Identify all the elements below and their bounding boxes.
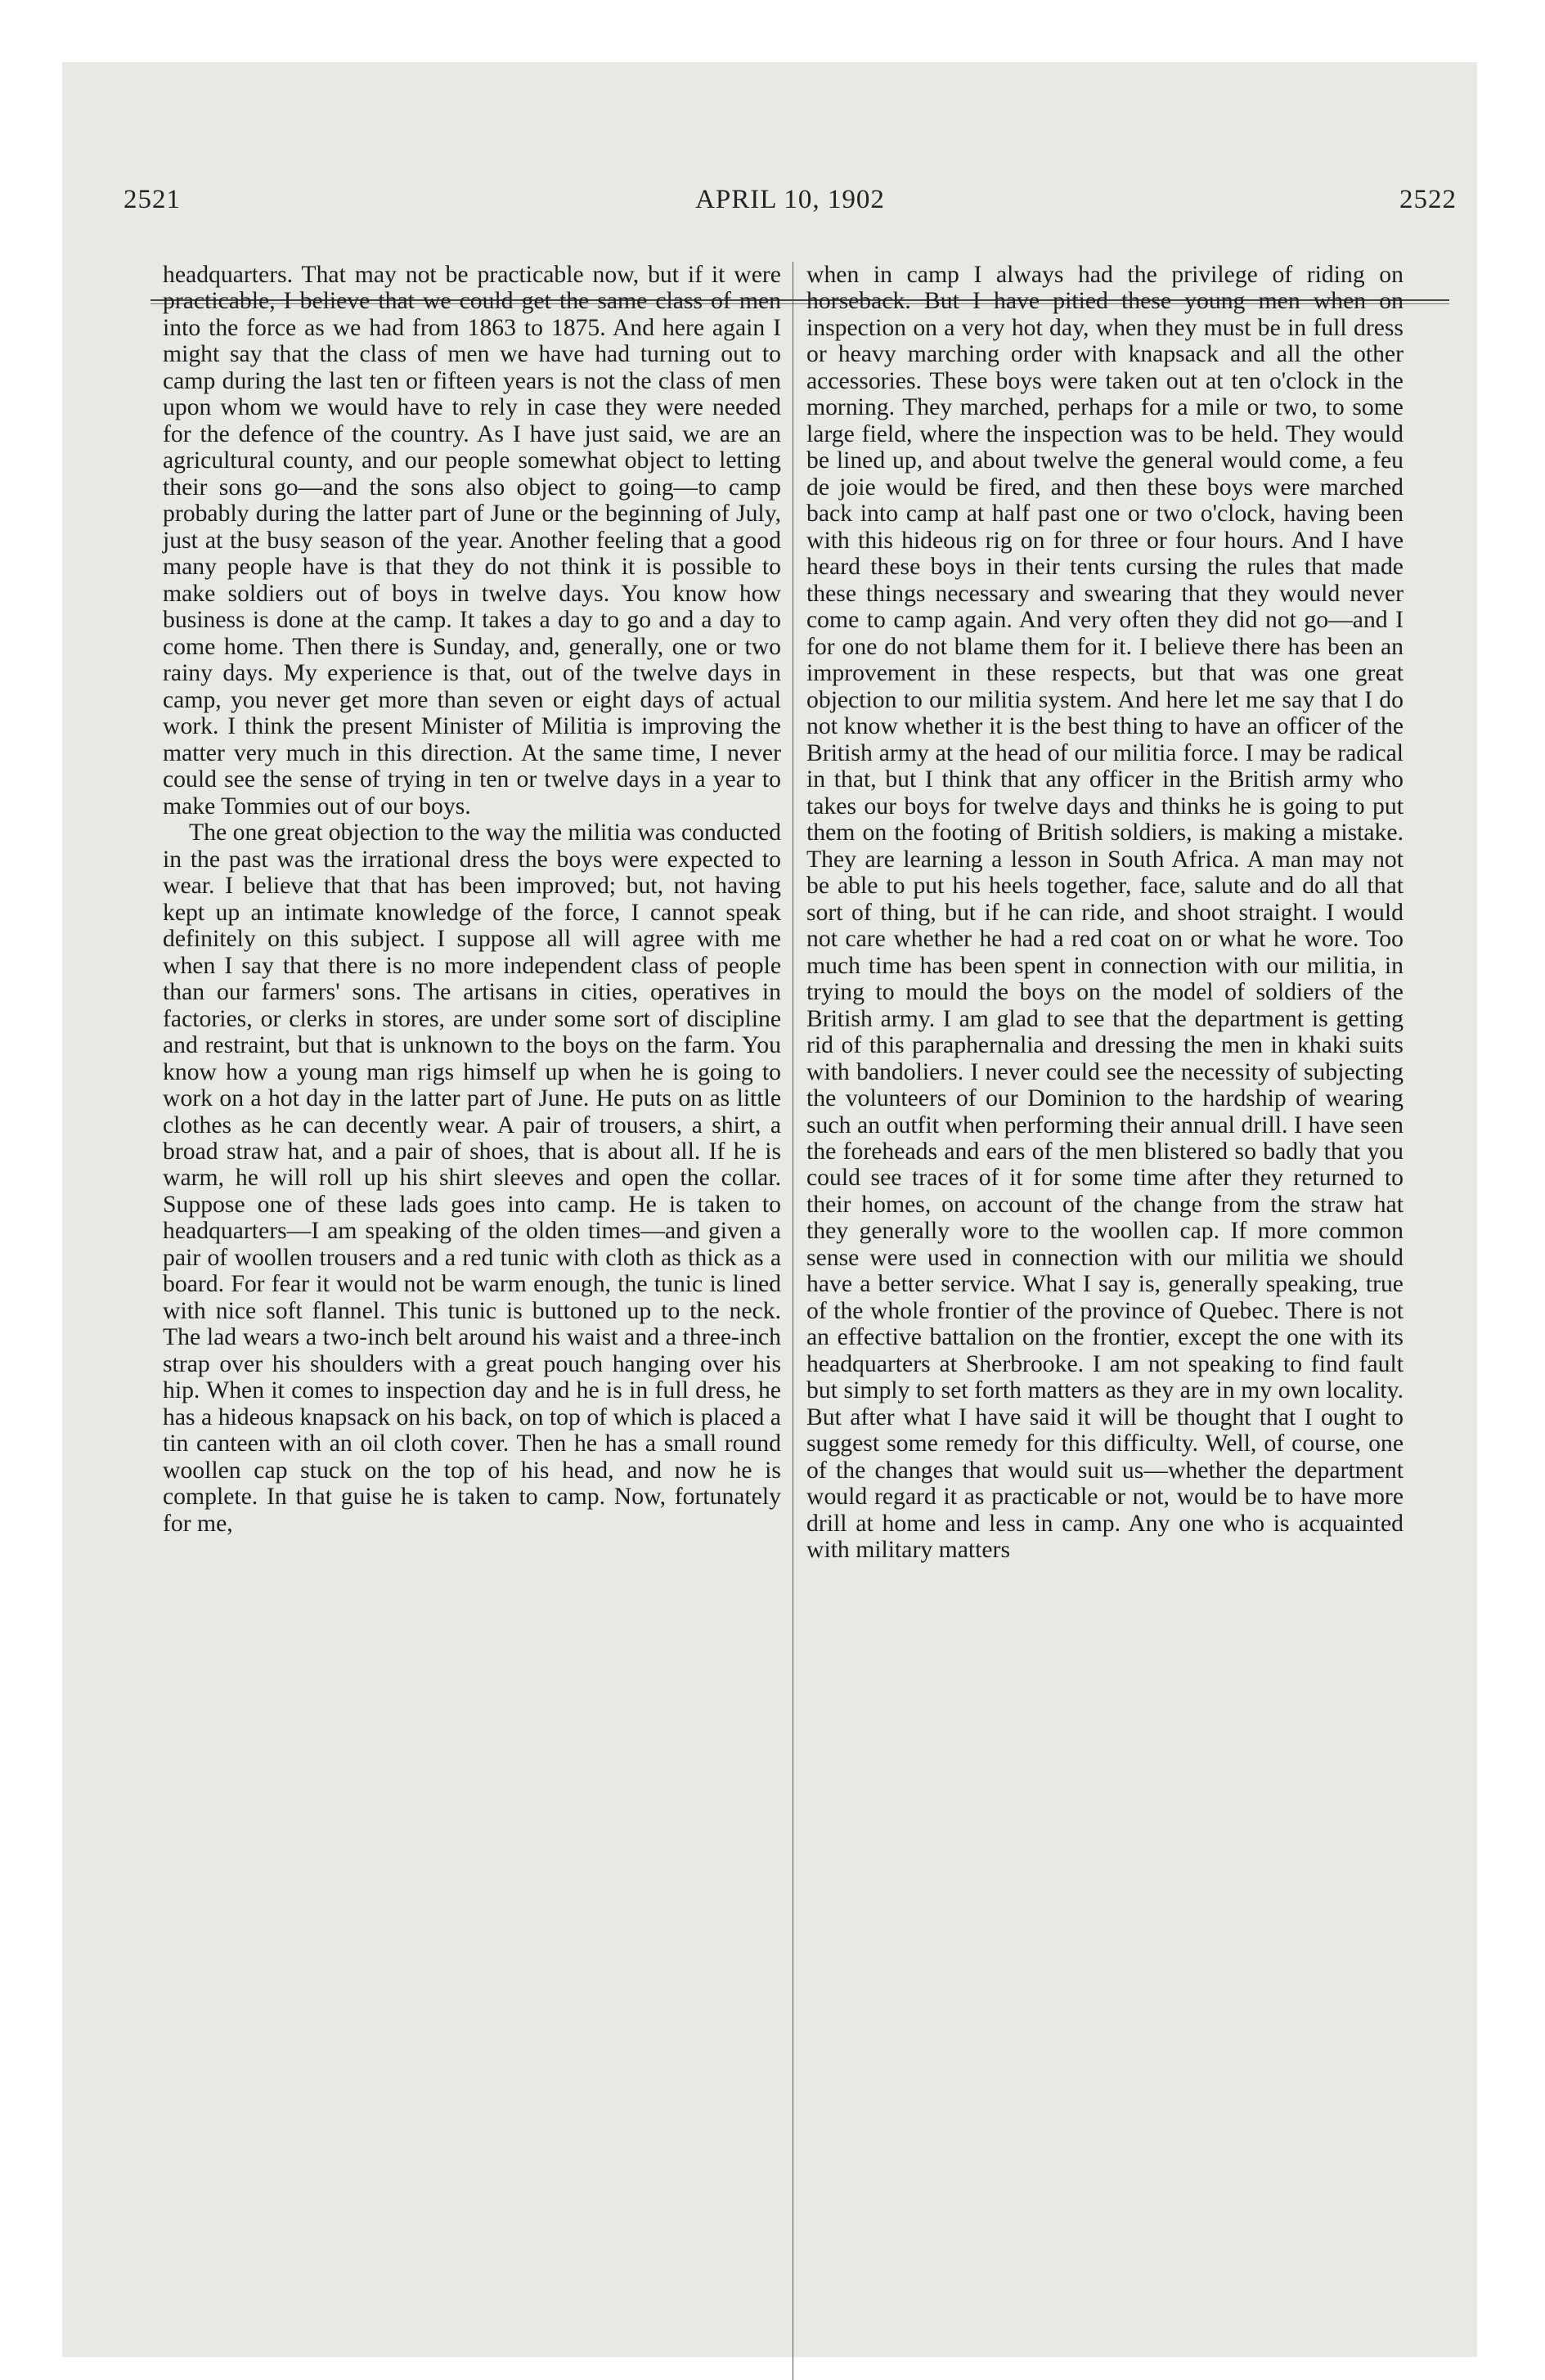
- right-column: [806, 262, 1404, 1564]
- page-number-right: 2522: [1399, 185, 1457, 214]
- page-date: APRIL 10, 1902: [695, 185, 885, 214]
- left-paragraph-1: headquarters. That may not be practicable now, but if it were practicable, I believe that we could get the same class of men into the force as we had from 1863 to 1875. And here again I might say that the class of men we have had turning out to camp during the last ten or fifteen years is not the class of men upon whom we would have to rely in case they were needed for the defence of the country. As I have just said, we are an agricultural county, and our people somewhat object to letting their sons go—and the sons also object to going—to camp probably during the latter part of June or the beginning of July, just at the busy season of the year. Another feeling that a good many people have is that they do not think it is possible to make soldiers out of boys in twelve days. You know how business is done at the camp. It takes a day to go and a day to come home. Then there is Sunday, and, generally, one or two rainy days. My experience is that, out of the twelve days in camp, you never get more than seven or eight days of actual work. I think the present Minister of Militia is improving the matter very much in this direction. At the same time, I never could see the sense of trying in ten or twelve days in a year to make Tommies out of our boys.: [163, 262, 781, 820]
- left-paragraph-2: The one great objection to the way the militia was conducted in the past was the irrational dress the boys were expected to wear. I believe that that has been improved; but, not having kept up an intimate knowledge of the force, I cannot speak definitely on this subject. I suppose all will agree with me when I say that there is no more independent class of people than our farmers' sons. The artisans in cities, operatives in factories, or clerks in stores, are under some sort of discipline and restraint, but that is unknown to the boys on the farm. You know how a young man rigs himself up when he is going to work on a hot day in the latter part of June. He puts on as little clothes as he can decently wear. A pair of trousers, a shirt, a broad straw hat, and a pair of shoes, that is about all. If he is warm, he will roll up his shirt sleeves and open the collar. Suppose one of these lads goes into camp. He is taken to headquarters—I am speaking of the olden times—and given a pair of woollen trousers and a red tunic with cloth as thick as a board. For fear it would not be warm enough, the tunic is lined with nice soft flannel. This tunic is buttoned up to the neck. The lad wears a two-inch belt around his waist and a three-inch strap over his shoulders with a great pouch hanging over his hip. When it comes to inspection day and he is in full dress, he has a hideous knapsack on his back, on top of which is placed a tin canteen with an oil cloth cover. Then he has a small round woollen cap stuck on the top of his head, and now he is complete. In that guise he is taken to camp. Now, fortunately for me,: [163, 820, 781, 1537]
- page-header: [124, 185, 1457, 234]
- page-number-left: 2521: [124, 185, 181, 214]
- left-column: [163, 262, 781, 1537]
- right-paragraph-1: when in camp I always had the privilege of riding on horseback. But I have pitied these young men when on inspection on a very hot day, when they must be in full dress or heavy marching order with knapsack and all the other accessories. These boys were taken out at ten o'clock in the morning. They marched, perhaps for a mile or two, to some large field, where the inspection was to be held. They would be lined up, and about twelve the general would come, a feu de joie would be fired, and then these boys were marched back into camp at half past one or two o'clock, having been with this hideous rig on for three or four hours. And I have heard these boys in their tents cursing the rules that made these things necessary and swearing that they would never come to camp again. And very often they did not go—and I for one do not blame them for it. I believe there has been an improvement in these respects, but that was one great objection to our militia system. And here let me say that I do not know whether it is the best thing to have an officer of the British army at the head of our militia force. I may be radical in that, but I think that any officer in the British army who takes our boys for twelve days and thinks he is going to put them on the footing of British soldiers, is making a mistake. They are learning a lesson in South Africa. A man may not be able to put his heels together, face, salute and do all that sort of thing, but if he can ride, and shoot straight. I would not care whether he had a red coat on or what he wore. Too much time has been spent in connection with our militia, in trying to mould the boys on the model of soldiers of the British army. I am glad to see that the department is getting rid of this paraphernalia and dressing the men in khaki suits with bandoliers. I never could see the necessity of subjecting the volunteers of our Dominion to the hardship of wearing such an outfit when performing their annual drill. I have seen the foreheads and ears of the men blistered so badly that you could see traces of it for some time after they returned to their homes, on account of the change from the straw hat they generally wore to the woollen cap. If more common sense were used in connection with our militia we should have a better service. What I say is, generally speaking, true of the whole frontier of the province of Quebec. There is not an effective battalion on the frontier, except the one with its headquarters at Sherbrooke. I am not speaking to find fault but simply to set forth matters as they are in my own locality. But after what I have said it will be thought that I ought to suggest some remedy for this difficulty. Well, of course, one of the changes that would suit us—whether the department would regard it as practicable or not, would be to have more drill at home and less in camp. Any one who is acquainted with military matters: [806, 262, 1404, 1564]
